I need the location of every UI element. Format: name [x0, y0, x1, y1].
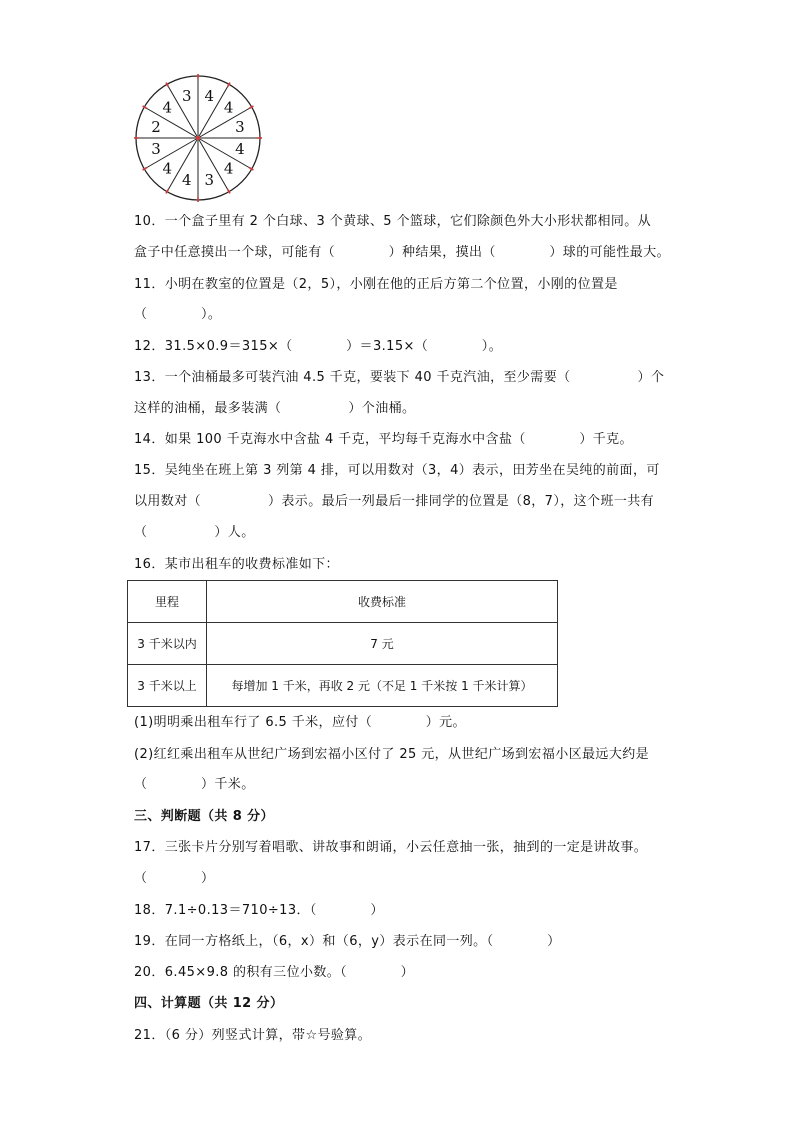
question-15-line-1: 15．吴纯坐在班上第 3 列第 4 排，可以用数对（3，4）表示，田芳坐在吴纯的前面，可 — [134, 463, 660, 478]
wheel-sector-label: 2 — [151, 117, 161, 136]
question-11-line-2: （ ）。 — [134, 307, 222, 322]
wheel-center-dot — [196, 136, 200, 140]
question-16-intro: 16．某市出租车的收费标准如下： — [134, 557, 339, 572]
question-21: 21．（6 分）列竖式计算，带☆号验算。 — [134, 1028, 372, 1043]
wheel-sector-label: 3 — [204, 170, 215, 189]
wheel-sector-label: 4 — [235, 140, 245, 159]
question-13-line-2: 这样的油桶，最多装满（ ）个油桶。 — [134, 401, 416, 416]
question-19: 19．在同一方格纸上，（6，x）和（6，y）表示在同一列。（ ） — [134, 934, 561, 949]
wheel-sector-label: 4 — [181, 170, 192, 189]
table-cell: 每增加 1 千米，再收 2 元（不足 1 千米按 1 千米计算） — [207, 665, 558, 707]
wheel-sector-label: 3 — [151, 140, 161, 159]
question-20: 20．6.45×9.8 的积有三位小数。（ ） — [134, 965, 415, 980]
question-16-sub-2-line-1: (2)红红乘出租车从世纪广场到宏福小区付了 25 元，从世纪广场到宏福小区最远大约是 — [134, 747, 650, 762]
wheel-sector-label: 4 — [204, 87, 215, 106]
wheel-sector-label: 4 — [162, 98, 173, 117]
wheel-sector-label: 4 — [223, 159, 234, 178]
table-header-cell: 里程 — [128, 581, 207, 623]
table-header-cell: 收费标准 — [207, 581, 558, 623]
section-3-title: 三、判断题（共 8 分） — [134, 809, 274, 824]
wheel-sector-label: 3 — [181, 87, 192, 106]
question-17-line-1: 17．三张卡片分别写着唱歌、讲故事和朗诵，小云任意抽一张，抽到的一定是讲故事。 — [134, 840, 648, 855]
question-10-line-1: 10．一个盒子里有 2 个白球、3 个黄球、5 个篮球，它们除颜色外大小形状都相同。从 — [134, 214, 652, 229]
table-row — [128, 665, 558, 707]
wheel-sector-label: 3 — [235, 117, 245, 136]
question-10-line-2: 盒子中任意摸出一个球，可能有（ ）种结果，摸出（ ）球的可能性最大。 — [134, 245, 671, 260]
question-18: 18．7.1÷0.13＝710÷13．（ ） — [134, 903, 384, 918]
taxi-fare-table — [127, 580, 558, 707]
section-4-title: 四、计算题（共 12 分） — [134, 996, 284, 1011]
table-cell: 7 元 — [207, 623, 558, 665]
question-15-line-2: 以用数对（ ）表示。最后一列最后一排同学的位置是（8，7），这个班一共有 — [134, 494, 655, 509]
table-row — [128, 623, 558, 665]
question-16-sub-1: (1)明明乘出租车行了 6.5 千米，应付（ ）元。 — [134, 715, 466, 730]
question-11-line-1: 11．小明在教室的位置是（2，5），小刚在他的正后方第二个位置，小刚的位置是 — [134, 277, 618, 292]
table-cell: 3 千米以内 — [128, 623, 207, 665]
question-12: 12．31.5×0.9＝315×（ ）＝3.15×（ ）。 — [134, 339, 503, 354]
table-header-row — [128, 581, 558, 623]
spinner-wheel — [132, 72, 264, 204]
question-17-line-2: （ ） — [134, 871, 215, 886]
wheel-sector-label: 4 — [223, 98, 234, 117]
question-16-sub-2-line-2: （ ）千米。 — [134, 777, 255, 792]
wheel-sector-label: 4 — [162, 159, 173, 178]
question-14: 14．如果 100 千克海水中含盐 4 千克，平均每千克海水中含盐（ ）千克。 — [134, 432, 633, 447]
question-15-line-3: （ ）人。 — [134, 525, 255, 540]
table-cell: 3 千米以上 — [128, 665, 207, 707]
question-13-line-1: 13．一个油桶最多可装汽油 4.5 千克，要装下 40 千克汽油，至少需要（ ）个 — [134, 370, 665, 385]
